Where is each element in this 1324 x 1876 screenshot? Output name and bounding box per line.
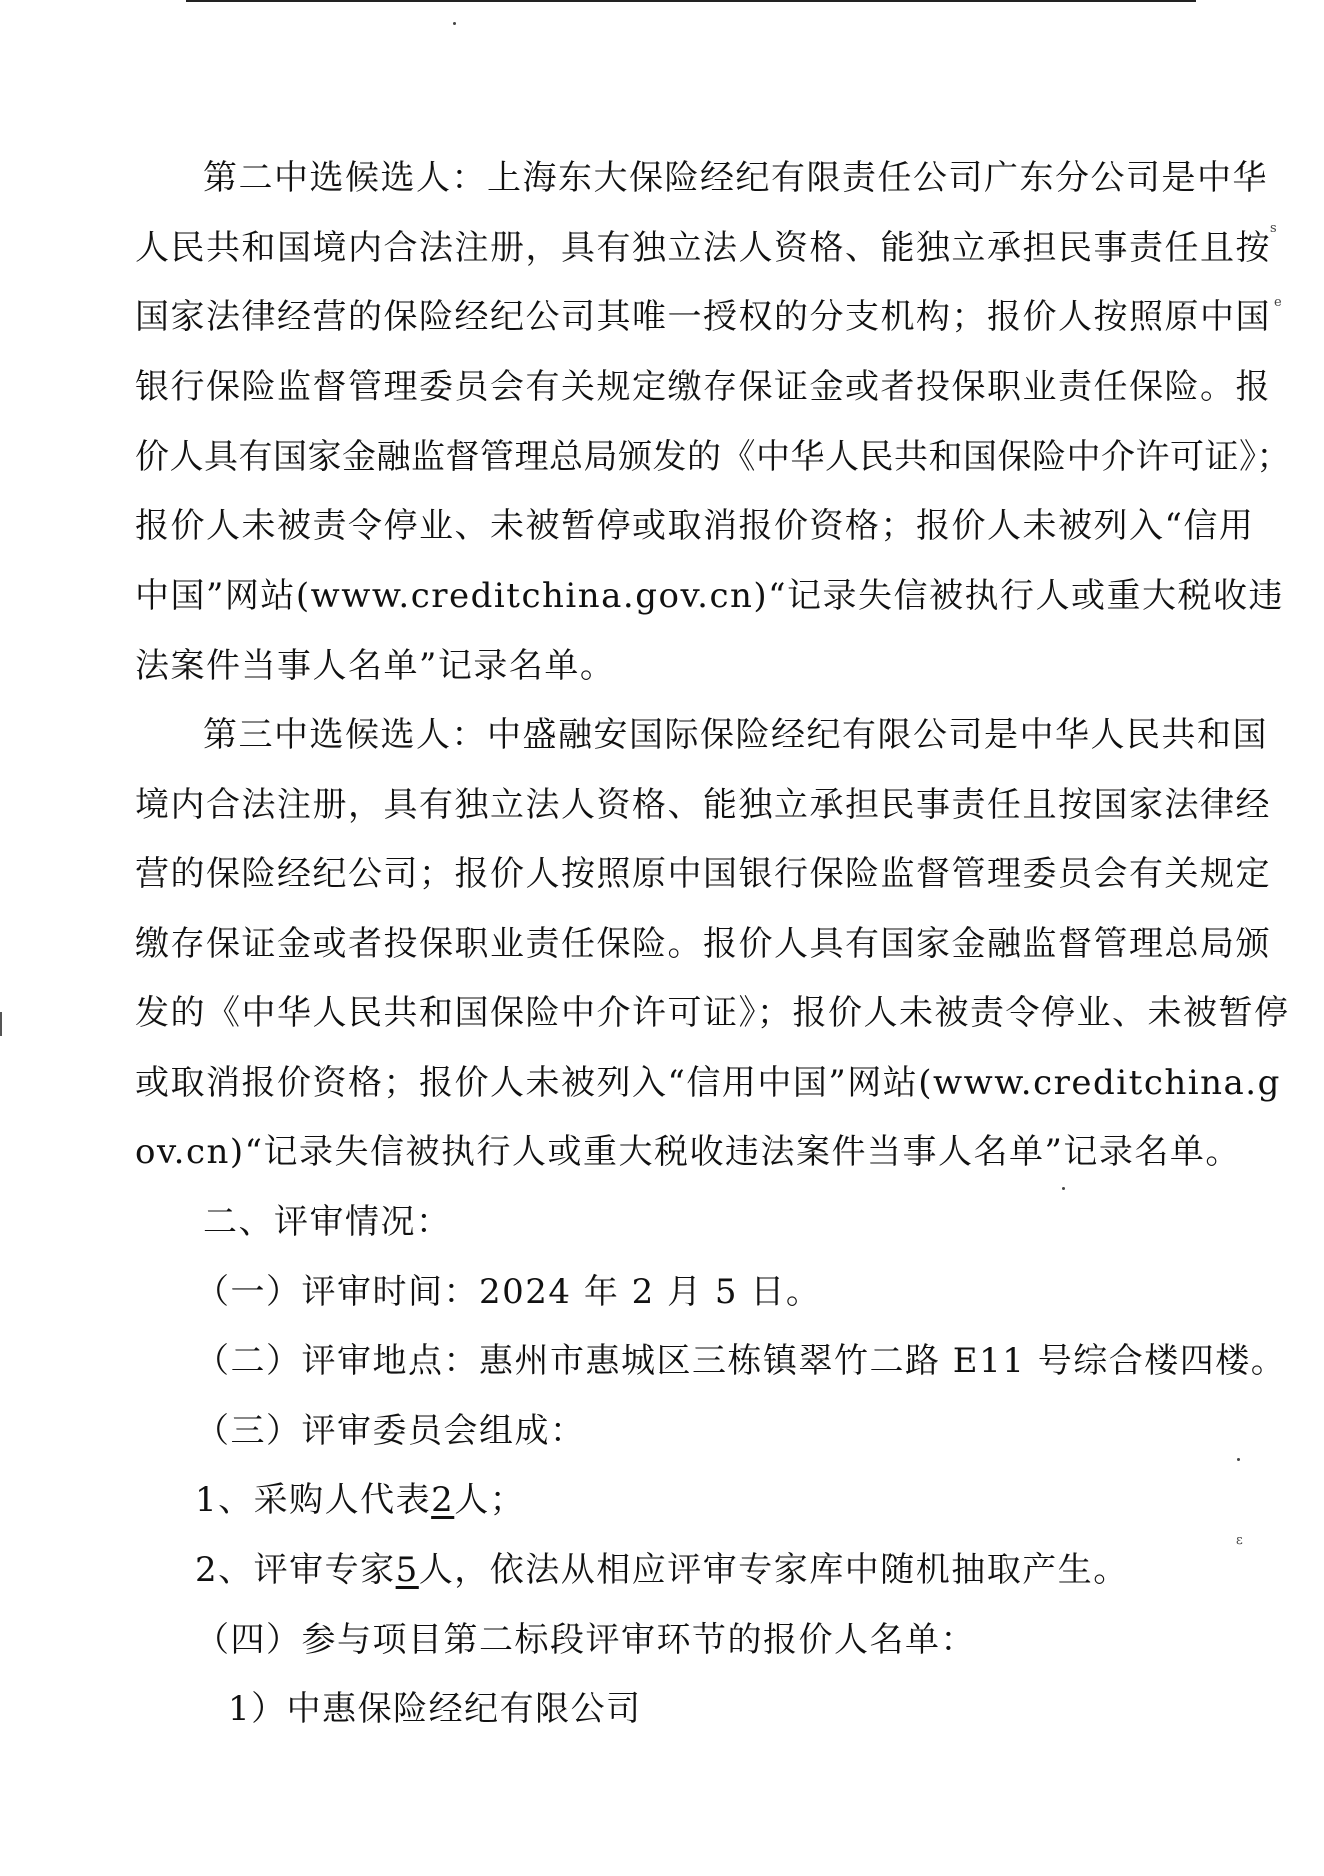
purchaser-rep-line	[195, 1477, 525, 1523]
text-line: 第三中选候选人：中盛融安国际保险经纪有限公司是中华人民共和国	[203, 715, 1268, 755]
margin-mark: ε	[1236, 1533, 1243, 1548]
experts-count: 5	[395, 1550, 419, 1590]
text-line: 人民共和国境内合法注册，具有独立法人资格、能独立承担民事责任且按	[135, 228, 1271, 268]
purchaser-rep-prefix: 1、采购人代表	[195, 1480, 432, 1520]
review-location: （二）评审地点：惠州市惠城区三栋镇翠竹二路 E11 号综合楼四楼。	[195, 1341, 1287, 1381]
text-line: 第二中选候选人：上海东大保险经纪有限责任公司广东分公司是中华	[203, 158, 1268, 198]
text-line: 发的《中华人民共和国保险中介许可证》；报价人未被责令停业、未被暂停	[135, 993, 1290, 1033]
text-line: ov.cn)“记录失信被执行人或重大税收违法案件当事人名单”记录名单。	[135, 1132, 1241, 1172]
experts-line	[195, 1547, 1129, 1593]
text-line: 报价人未被责令停业、未被暂停或取消报价资格；报价人未被列入“信用	[135, 506, 1255, 546]
purchaser-rep-suffix: 人；	[454, 1480, 526, 1520]
text-line: 营的保险经纪公司；报价人按照原中国银行保险监督管理委员会有关规定	[135, 854, 1271, 894]
committee-heading: （三）评审委员会组成：	[195, 1411, 586, 1451]
purchaser-rep-count: 2	[431, 1480, 455, 1520]
scan-speck	[1237, 1458, 1240, 1461]
section-heading: 二、评审情况：	[203, 1202, 452, 1242]
text-line: 价人具有国家金融监督管理总局颁发的《中华人民共和国保险中介许可证》；	[135, 437, 1291, 477]
text-line: 中国”网站(www.creditchina.gov.cn)“记录失信被执行人或重大税收违	[135, 576, 1285, 616]
scan-speck	[1062, 1187, 1065, 1190]
bidders-heading: （四）参与项目第二标段评审环节的报价人名单：	[195, 1620, 976, 1660]
experts-prefix: 2、评审专家	[195, 1550, 396, 1590]
margin-mark: s	[1270, 221, 1277, 236]
text-line: 国家法律经营的保险经纪公司其唯一授权的分支机构；报价人按照原中国	[135, 297, 1271, 337]
review-time: （一）评审时间：2024 年 2 月 5 日。	[195, 1272, 822, 1312]
experts-suffix: 人，依法从相应评审专家库中随机抽取产生。	[418, 1550, 1129, 1590]
margin-mark: e	[1274, 295, 1282, 310]
text-line: 缴存保证金或者投保职业责任保险。报价人具有国家金融监督管理总局颁	[135, 924, 1271, 964]
text-line: 境内合法注册，具有独立法人资格、能独立承担民事责任且按国家法律经	[135, 785, 1271, 825]
text-line: 或取消报价资格；报价人未被列入“信用中国”网站(www.creditchina.g	[135, 1063, 1281, 1103]
bidder-list-item: 1）中惠保险经纪有限公司	[228, 1689, 642, 1729]
text-line: 法案件当事人名单”记录名单。	[135, 646, 616, 686]
scan-speck	[453, 22, 456, 25]
text-line: 银行保险监督管理委员会有关规定缴存保证金或者投保职业责任保险。报	[135, 367, 1271, 407]
